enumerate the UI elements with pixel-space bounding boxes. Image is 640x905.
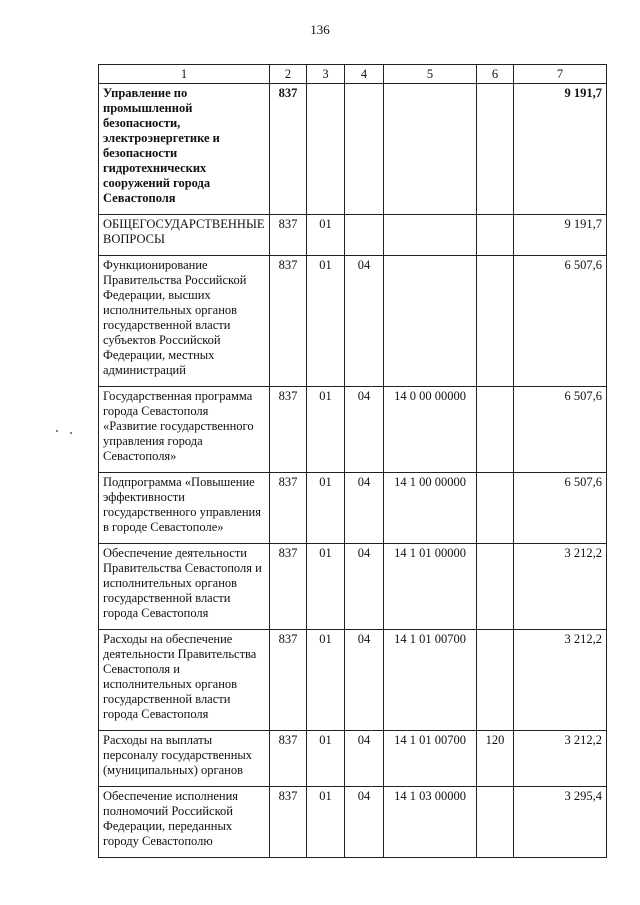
scan-speck: [70, 432, 72, 434]
header-col-1: 1: [99, 65, 270, 84]
table-row: [99, 544, 607, 630]
cell-dept: 837: [270, 731, 307, 787]
cell-expense-type: [477, 630, 514, 731]
cell-amount: 9 191,7: [514, 84, 607, 215]
cell-subsection: 04: [345, 630, 384, 731]
cell-section: 01: [307, 544, 345, 630]
cell-subsection: 04: [345, 544, 384, 630]
cell-subsection: [345, 84, 384, 215]
header-row: [99, 65, 607, 84]
table-row: [99, 387, 607, 473]
cell-name: Расходы на выплаты персоналу государственных (муниципальных) органов: [99, 731, 270, 787]
cell-name: Обеспечение деятельности Правительства Севастополя и исполнительных органов государственной власти города Севастополя: [99, 544, 270, 630]
cell-subsection: 04: [345, 387, 384, 473]
table-row: [99, 215, 607, 256]
cell-amount: 6 507,6: [514, 473, 607, 544]
cell-section: [307, 84, 345, 215]
cell-target: 14 1 01 00000: [384, 544, 477, 630]
cell-expense-type: [477, 544, 514, 630]
cell-target: 14 1 01 00700: [384, 630, 477, 731]
cell-expense-type: [477, 84, 514, 215]
cell-amount: 3 212,2: [514, 630, 607, 731]
cell-target: 14 0 00 00000: [384, 387, 477, 473]
cell-expense-type: [477, 787, 514, 858]
cell-section: 01: [307, 387, 345, 473]
cell-section: 01: [307, 256, 345, 387]
budget-table: [98, 64, 607, 858]
header-col-2: 2: [270, 65, 307, 84]
cell-amount: 3 295,4: [514, 787, 607, 858]
table-row: [99, 473, 607, 544]
cell-dept: 837: [270, 630, 307, 731]
cell-target: [384, 256, 477, 387]
cell-expense-type: [477, 387, 514, 473]
cell-name: Управление по промышленной безопасности, электроэнергетике и безопасности гидротехнических сооружений города Севастополя: [99, 84, 270, 215]
cell-amount: 9 191,7: [514, 215, 607, 256]
header-col-7: 7: [514, 65, 607, 84]
table-header: [99, 65, 607, 84]
cell-target: 14 1 01 00700: [384, 731, 477, 787]
cell-dept: 837: [270, 215, 307, 256]
cell-dept: 837: [270, 387, 307, 473]
scan-speck: [56, 430, 58, 432]
cell-section: 01: [307, 731, 345, 787]
cell-expense-type: [477, 256, 514, 387]
cell-subsection: [345, 215, 384, 256]
cell-subsection: 04: [345, 473, 384, 544]
cell-section: 01: [307, 787, 345, 858]
cell-amount: 6 507,6: [514, 256, 607, 387]
cell-subsection: 04: [345, 731, 384, 787]
cell-target: [384, 215, 477, 256]
table-row: [99, 731, 607, 787]
cell-target: 14 1 03 00000: [384, 787, 477, 858]
table-body: [99, 84, 607, 858]
cell-dept: 837: [270, 84, 307, 215]
cell-name: ОБЩЕГОСУДАРСТВЕННЫЕ ВОПРОСЫ: [99, 215, 270, 256]
cell-dept: 837: [270, 787, 307, 858]
header-col-5: 5: [384, 65, 477, 84]
cell-subsection: 04: [345, 256, 384, 387]
cell-expense-type: [477, 215, 514, 256]
cell-dept: 837: [270, 473, 307, 544]
table-row: [99, 84, 607, 215]
cell-dept: 837: [270, 256, 307, 387]
cell-expense-type: 120: [477, 731, 514, 787]
cell-name: Государственная программа города Севастополя «Развитие государственного управления города Севастополя»: [99, 387, 270, 473]
cell-amount: 6 507,6: [514, 387, 607, 473]
header-col-4: 4: [345, 65, 384, 84]
cell-section: 01: [307, 630, 345, 731]
table-row: [99, 787, 607, 858]
cell-name: Расходы на обеспечение деятельности Правительства Севастополя и исполнительных органов государственной власти города Севастополя: [99, 630, 270, 731]
cell-expense-type: [477, 473, 514, 544]
cell-target: [384, 84, 477, 215]
cell-subsection: 04: [345, 787, 384, 858]
cell-section: 01: [307, 473, 345, 544]
cell-dept: 837: [270, 544, 307, 630]
header-col-3: 3: [307, 65, 345, 84]
table-row: [99, 630, 607, 731]
cell-name: Обеспечение исполнения полномочий Российской Федерации, переданных городу Севастополю: [99, 787, 270, 858]
cell-name: Функционирование Правительства Российской Федерации, высших исполнительных органов государственной власти субъектов Российской Федерации, местных администраций: [99, 256, 270, 387]
cell-amount: 3 212,2: [514, 544, 607, 630]
cell-target: 14 1 00 00000: [384, 473, 477, 544]
header-col-6: 6: [477, 65, 514, 84]
cell-name: Подпрограмма «Повышение эффективности государственного управления в городе Севастополе»: [99, 473, 270, 544]
cell-amount: 3 212,2: [514, 731, 607, 787]
table-row: [99, 256, 607, 387]
page-number: 136: [310, 22, 330, 37]
cell-section: 01: [307, 215, 345, 256]
